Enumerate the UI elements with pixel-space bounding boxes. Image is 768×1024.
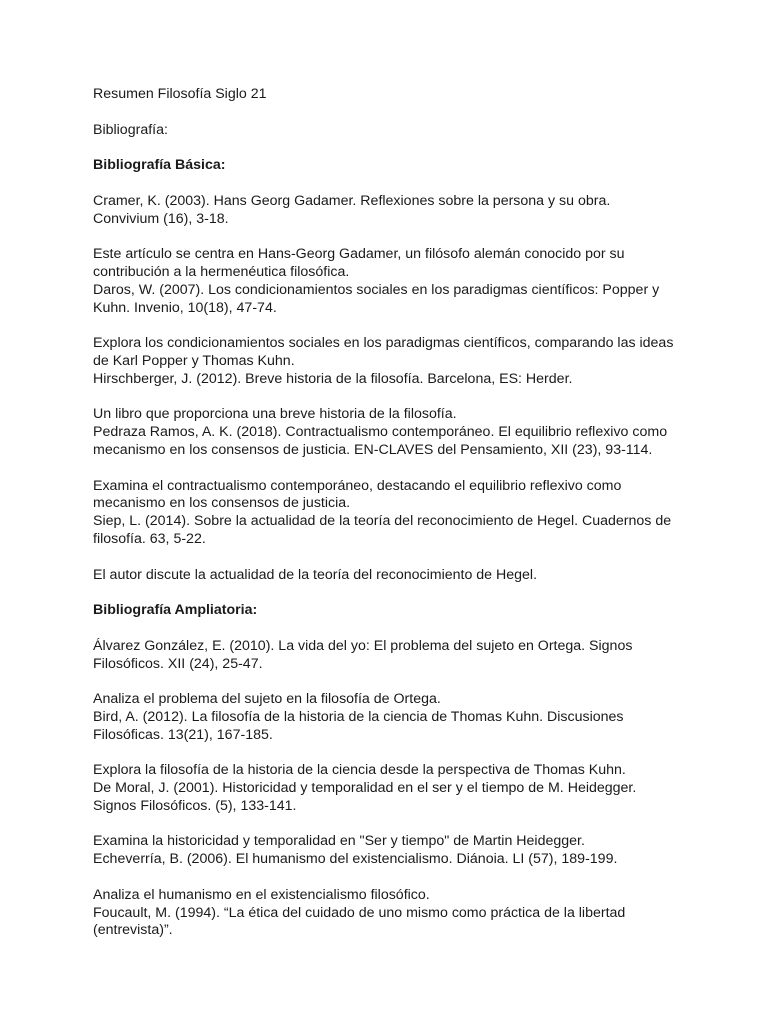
- bibliography-entry: Explora los condicionamientos sociales en los paradigmas científicos, comparando las ideas de Karl Popper y Thomas Kuhn. Hirschberger, J. (2012). Breve historia de la filosofía. Barcelona, ES: Herder.: [93, 335, 674, 387]
- bibliography-entry: Este artículo se centra en Hans-Georg Gadamer, un filósofo alemán conocido por su contribución a la hermenéutica filosófica. Daros, W. (2007). Los condicionamientos sociales en los paradigmas científicos: Popper y Kuhn. Invenio, 10(18), 47-74.: [93, 246, 660, 316]
- bibliography-label: Bibliografía:: [93, 121, 168, 138]
- bibliography-entry: Examina el contractualismo contemporáneo, destacando el equilibrio reflexivo como mecanismo en los consensos de justicia. Siep, L. (2014). Sobre la actualidad de la teoría del reconocimiento de Hegel. Cuadernos de filosofía. 63, 5-22.: [93, 477, 672, 547]
- bibliography-entry: El autor discute la actualidad de la teoría del reconocimiento de Hegel.: [93, 566, 538, 583]
- bibliography-entry: Cramer, K. (2003). Hans Georg Gadamer. Reflexiones sobre la persona y su obra. Convivium (16), 3-18.: [93, 192, 611, 227]
- bibliography-entry: Analiza el problema del sujeto en la filosofía de Ortega. Bird, A. (2012). La filosofía de la historia de la ciencia de Thomas Kuhn. Discusiones Filosóficas. 13(21), 167-185.: [93, 691, 624, 743]
- bibliography-entry: Explora la filosofía de la historia de la ciencia desde la perspectiva de Thomas Kuhn. De Moral, J. (2001). Historicidad y temporalidad en el ser y el tiempo de M. Heidegger. Signos Filosóficos. (5), 133-141.: [93, 762, 637, 814]
- bibliography-entry: Álvarez González, E. (2010). La vida del yo: El problema del sujeto en Ortega. Signos Filosóficos. XII (24), 25-47.: [93, 637, 633, 672]
- extended-bibliography-heading: Bibliografía Ampliatoria:: [93, 602, 258, 619]
- basic-bibliography-heading: Bibliografía Básica:: [93, 157, 226, 174]
- bibliography-entry: Un libro que proporciona una breve historia de la filosofía. Pedraza Ramos, A. K. (2018). Contractualismo contemporáneo. El equilibrio reflexivo como mecanismo en los consensos de justicia. EN-CLAVES del Pensamiento, XII (23), 93-114.: [93, 406, 668, 458]
- bibliography-entry: Examina la historicidad y temporalidad en "Ser y tiempo" de Martin Heidegger. Echeverría, B. (2006). El humanismo del existencialismo. Diánoia. LI (57), 189-199.: [93, 833, 618, 868]
- document-title: Resumen Filosofía Siglo 21: [93, 86, 267, 102]
- document-body: [93, 86, 693, 958]
- bibliography-entry: Analiza el humanismo en el existencialismo filosófico. Foucault, M. (1994). “La ética del cuidado de uno mismo como práctica de la libertad (entrevista)”.: [93, 886, 626, 939]
